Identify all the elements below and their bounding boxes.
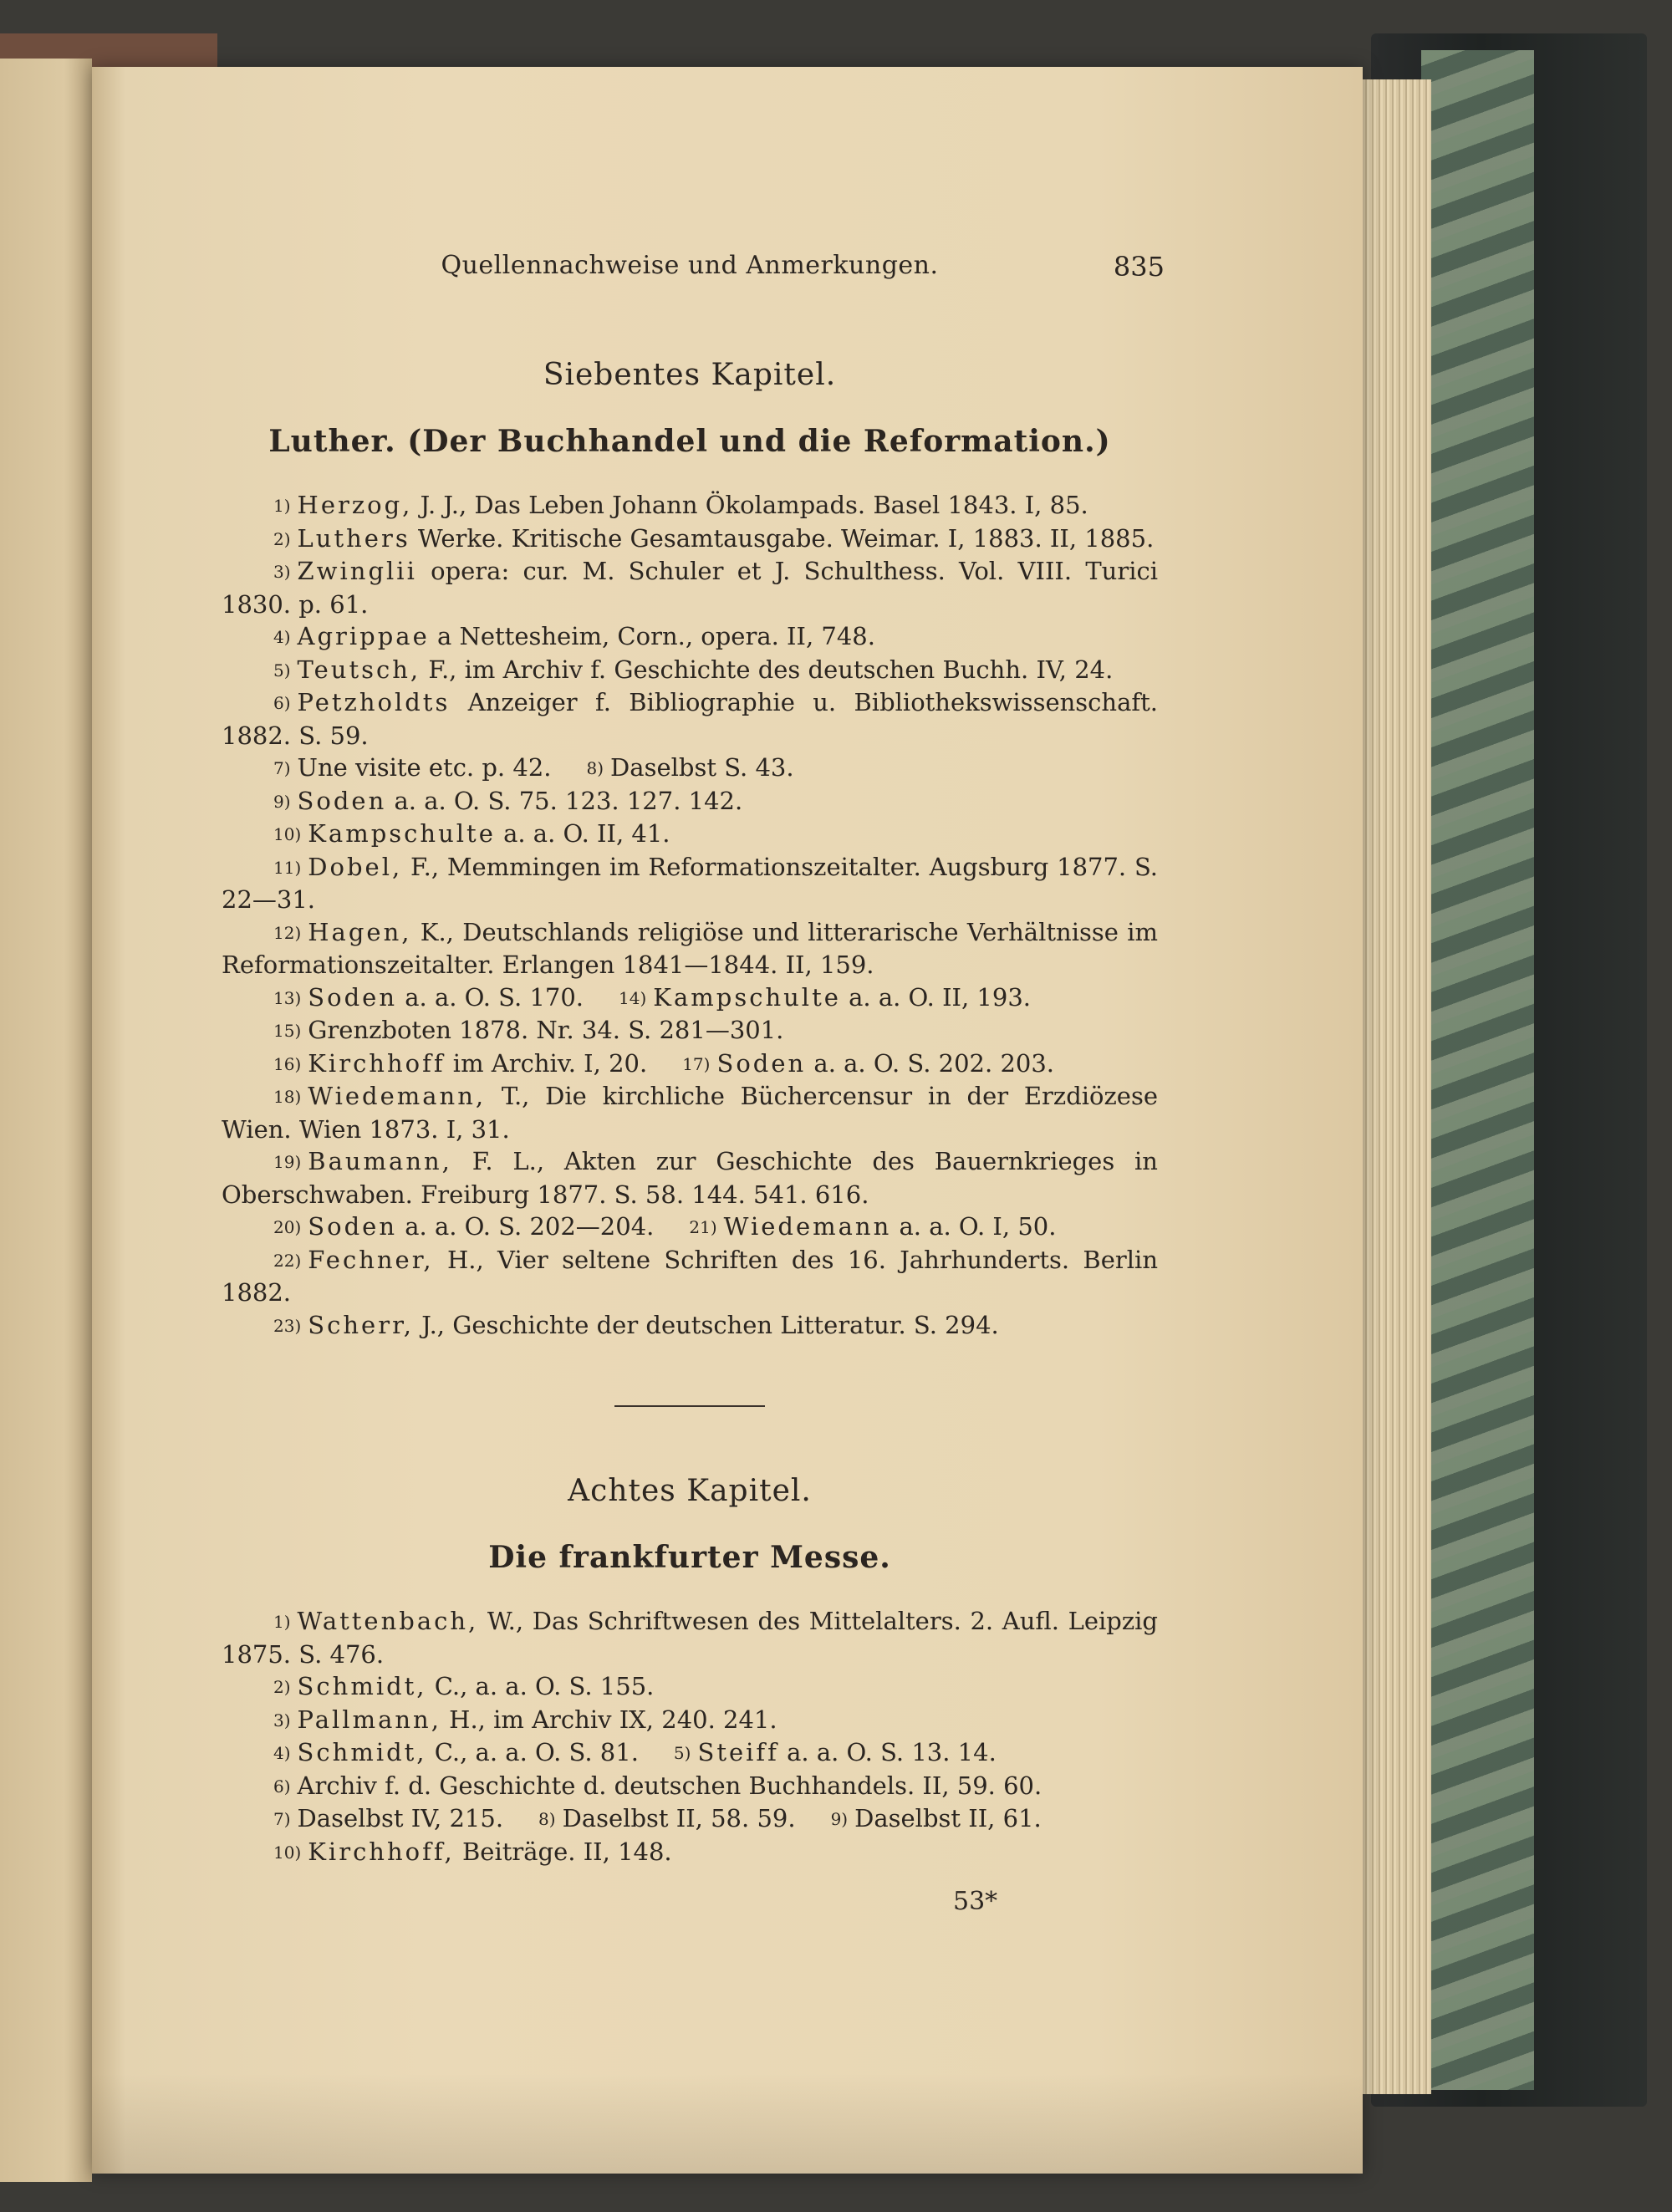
footnote <box>222 851 1158 916</box>
footnote-number: 4) <box>273 1743 291 1763</box>
footnote-number: 3) <box>273 1710 291 1730</box>
footnote-number: 14) <box>619 987 647 1008</box>
footnote-text: T., Die kirchliche Büchercensur in der Erzdiözese Wien. Wien 1873. I, 31. <box>222 1082 1158 1144</box>
footnote-number: 2) <box>273 1677 291 1697</box>
footnote-text: F., Memmingen im Reformationszeitalter. Augsburg 1877. S. 22—31. <box>222 852 1158 914</box>
cover-marbled-paper <box>1421 50 1534 2090</box>
footnote <box>222 1736 1158 1770</box>
footnote <box>222 1802 1158 1836</box>
footnote-number: 5) <box>273 660 291 680</box>
footnote-author: Hagen, <box>308 917 412 946</box>
footnote-author: Kampschulte <box>308 819 496 848</box>
footnote-number: 16) <box>273 1053 302 1074</box>
page-shadow <box>92 2073 1363 2174</box>
left-page-edge <box>0 59 92 2182</box>
footnote-number: 10) <box>273 1842 302 1863</box>
footnote-text: Grenzboten 1878. Nr. 34. S. 281—301. <box>308 1016 784 1044</box>
footnote-author: Soden <box>308 982 397 1012</box>
footnote-number: 9) <box>273 791 291 812</box>
footnote <box>222 1244 1158 1309</box>
footnote <box>222 1309 1158 1343</box>
footnote-author: Fechner, <box>308 1245 434 1274</box>
footnote-text: Une visite etc. p. 42. <box>297 753 552 782</box>
footnote-author: Kirchhoff, <box>308 1837 455 1866</box>
chapter-8-title: Achtes Kapitel. <box>568 1474 812 1508</box>
footnote-number: 7) <box>273 758 291 778</box>
footnote <box>222 818 1158 851</box>
footnote-text: J. J., Das Leben Johann Ökolampads. Basel 1843. I, 85. <box>412 491 1088 519</box>
footnote <box>222 916 1158 981</box>
footnote-text: a. a. O. S. 13. 14. <box>778 1738 997 1766</box>
footnote-number: 13) <box>273 987 302 1008</box>
page-block-edges <box>1354 79 1431 2094</box>
footnote-text: H., Vier seltene Schriften des 16. Jahrhunderts. Berlin 1882. <box>222 1245 1158 1307</box>
footnote-text: a. a. O. S. 202. 203. <box>806 1048 1055 1078</box>
footnote-text: Archiv f. d. Geschichte d. deutschen Buchhandels. II, 59. 60. <box>297 1771 1042 1800</box>
footnote-author: Teutsch, <box>297 655 421 684</box>
footnote-number: 21) <box>689 1217 717 1237</box>
footnote <box>222 1047 1158 1081</box>
footnote <box>222 1080 1158 1145</box>
page-content <box>222 251 1165 1916</box>
section-divider <box>614 1405 765 1407</box>
footnote-number: 23) <box>273 1315 302 1336</box>
footnote-author: Soden <box>716 1048 807 1078</box>
footnote-text: a Nettesheim, Corn., opera. II, 748. <box>429 622 875 650</box>
footnote-text: opera: cur. M. Schuler et J. Schulthess. Vol. VIII. Turici 1830. p. 61. <box>222 557 1158 619</box>
footnote <box>222 555 1158 620</box>
footnote-number: 8) <box>538 1809 556 1829</box>
footnote-text: a. a. O. S. 75. 123. 127. 142. <box>386 786 743 815</box>
footnote-author: Dobel, <box>308 852 403 881</box>
chapter-8-subtitle: Die frankfurter Messe. <box>488 1540 891 1575</box>
footnote-text: a. a. O. S. 170. <box>397 982 584 1012</box>
footnote-text: Daselbst II, 58. 59. <box>562 1804 796 1832</box>
chapter-8-notes <box>222 1605 1158 1868</box>
footnote-number: 3) <box>273 562 291 582</box>
footnote-number: 4) <box>273 627 291 647</box>
footnote <box>222 1704 1158 1737</box>
footnote <box>222 981 1158 1015</box>
footnote-number: 15) <box>273 1021 302 1041</box>
footnote-number: 19) <box>273 1152 302 1172</box>
footnote <box>222 522 1158 556</box>
footnote <box>222 1145 1158 1210</box>
footnote-text: F., im Archiv f. Geschichte des deutschen Buchh. IV, 24. <box>421 655 1114 684</box>
footnote-text: K., Deutschlands religiöse und litterarische Verhältnisse im Reformationszeitalter. Erlangen 1841—1844. II, 159. <box>222 917 1158 979</box>
footnote-number: 20) <box>273 1217 302 1237</box>
footnote-author: Kirchhoff <box>308 1048 446 1078</box>
footnote-number: 1) <box>273 496 291 516</box>
footnote-number: 8) <box>586 758 604 778</box>
footnote-text: a. a. O. II, 41. <box>495 819 670 848</box>
chapter-7-title: Siebentes Kapitel. <box>543 358 837 392</box>
footnote-number: 5) <box>673 1743 691 1763</box>
footnote-text: a. a. O. I, 50. <box>891 1212 1057 1241</box>
footnote-text: a. a. O. S. 202—204. <box>397 1212 655 1241</box>
footnote <box>222 1210 1158 1244</box>
footnote <box>222 1605 1158 1670</box>
footnote-author: Pallmann, <box>297 1705 441 1734</box>
footnote-number: 22) <box>273 1250 302 1271</box>
footnote-text: Anzeiger f. Bibliographie u. Bibliothekswissenschaft. 1882. S. 59. <box>222 688 1158 750</box>
footnote-text: F. L., Akten zur Geschichte des Bauernkrieges in Oberschwaben. Freiburg 1877. S. 58. 144. 541. 616. <box>222 1147 1158 1209</box>
footnote <box>222 785 1158 818</box>
footnote-text: Daselbst IV, 215. <box>297 1804 504 1832</box>
footnote-text: C., a. a. O. S. 81. <box>426 1738 639 1766</box>
footnote-author: Petzholdts <box>297 688 451 716</box>
footnote-number: 2) <box>273 528 291 549</box>
footnote-text: W., Das Schriftwesen des Mittelalters. 2. Aufl. Leipzig 1875. S. 476. <box>222 1607 1158 1669</box>
footnote-author: Schmidt, <box>297 1672 427 1700</box>
footnote-text: C., a. a. O. S. 155. <box>426 1672 655 1700</box>
footnote <box>222 1770 1158 1803</box>
footnote-author: Herzog, <box>297 491 413 519</box>
footnote-author: Luthers <box>297 523 410 553</box>
footnote-text: H., im Archiv IX, 240. 241. <box>441 1705 777 1734</box>
footnote-number: 17) <box>682 1053 711 1074</box>
footnote-number: 12) <box>273 922 302 943</box>
footnote-author: Wiedemann, <box>308 1082 487 1110</box>
footnote <box>222 654 1158 687</box>
footnote-number: 9) <box>830 1809 849 1829</box>
footnote-number: 1) <box>273 1612 291 1632</box>
footnote-author: Schmidt, <box>297 1738 427 1766</box>
chapter-7-subtitle: Luther. (Der Buchhandel und die Reformation.) <box>268 424 1111 459</box>
footnote-author: Zwinglii <box>297 557 417 585</box>
footnote <box>222 752 1158 785</box>
footnote-number: 6) <box>273 1776 291 1797</box>
footnote-number: 18) <box>273 1087 302 1107</box>
footnote <box>222 489 1158 522</box>
chapter-7-notes <box>222 489 1158 1342</box>
footnote-author: Agrippae <box>297 622 430 650</box>
footnote <box>222 1014 1158 1047</box>
footnote-author: Steiff <box>697 1738 779 1766</box>
footnote <box>222 620 1158 654</box>
page-number: 835 <box>1113 251 1165 283</box>
sheet-signature: 53* <box>953 1887 998 1916</box>
footnote-text: Beiträge. II, 148. <box>454 1837 672 1866</box>
footnote-text: a. a. O. II, 193. <box>840 982 1031 1012</box>
footnote <box>222 1670 1158 1704</box>
running-head-title: Quellennachweise und Anmerkungen. <box>441 251 939 280</box>
footnote-author: Scherr, <box>308 1310 414 1339</box>
footnote-number: 7) <box>273 1809 291 1829</box>
footnote-text: Daselbst II, 61. <box>854 1804 1042 1832</box>
footnote-author: Soden <box>308 1212 397 1241</box>
footnote-author: Soden <box>297 786 387 815</box>
footnote-text: Werke. Kritische Gesamtausgabe. Weimar. I, 1883. II, 1885. <box>410 523 1155 553</box>
footnote-number: 11) <box>273 857 302 878</box>
footnote-text: Daselbst S. 43. <box>610 753 794 782</box>
footnote <box>222 686 1158 752</box>
footnote-number: 6) <box>273 693 291 713</box>
footnote-author: Kampschulte <box>653 982 841 1012</box>
footnote-author: Wattenbach, <box>297 1607 479 1635</box>
footnote-number: 10) <box>273 824 302 844</box>
footnote-text: J., Geschichte der deutschen Litteratur. S. 294. <box>413 1310 999 1339</box>
footnote-author: Wiedemann <box>723 1212 892 1241</box>
footnote-author: Baumann, <box>308 1147 452 1175</box>
footnote <box>222 1836 1158 1869</box>
running-head <box>222 251 1165 291</box>
footnote-text: im Archiv. I, 20. <box>445 1048 648 1078</box>
